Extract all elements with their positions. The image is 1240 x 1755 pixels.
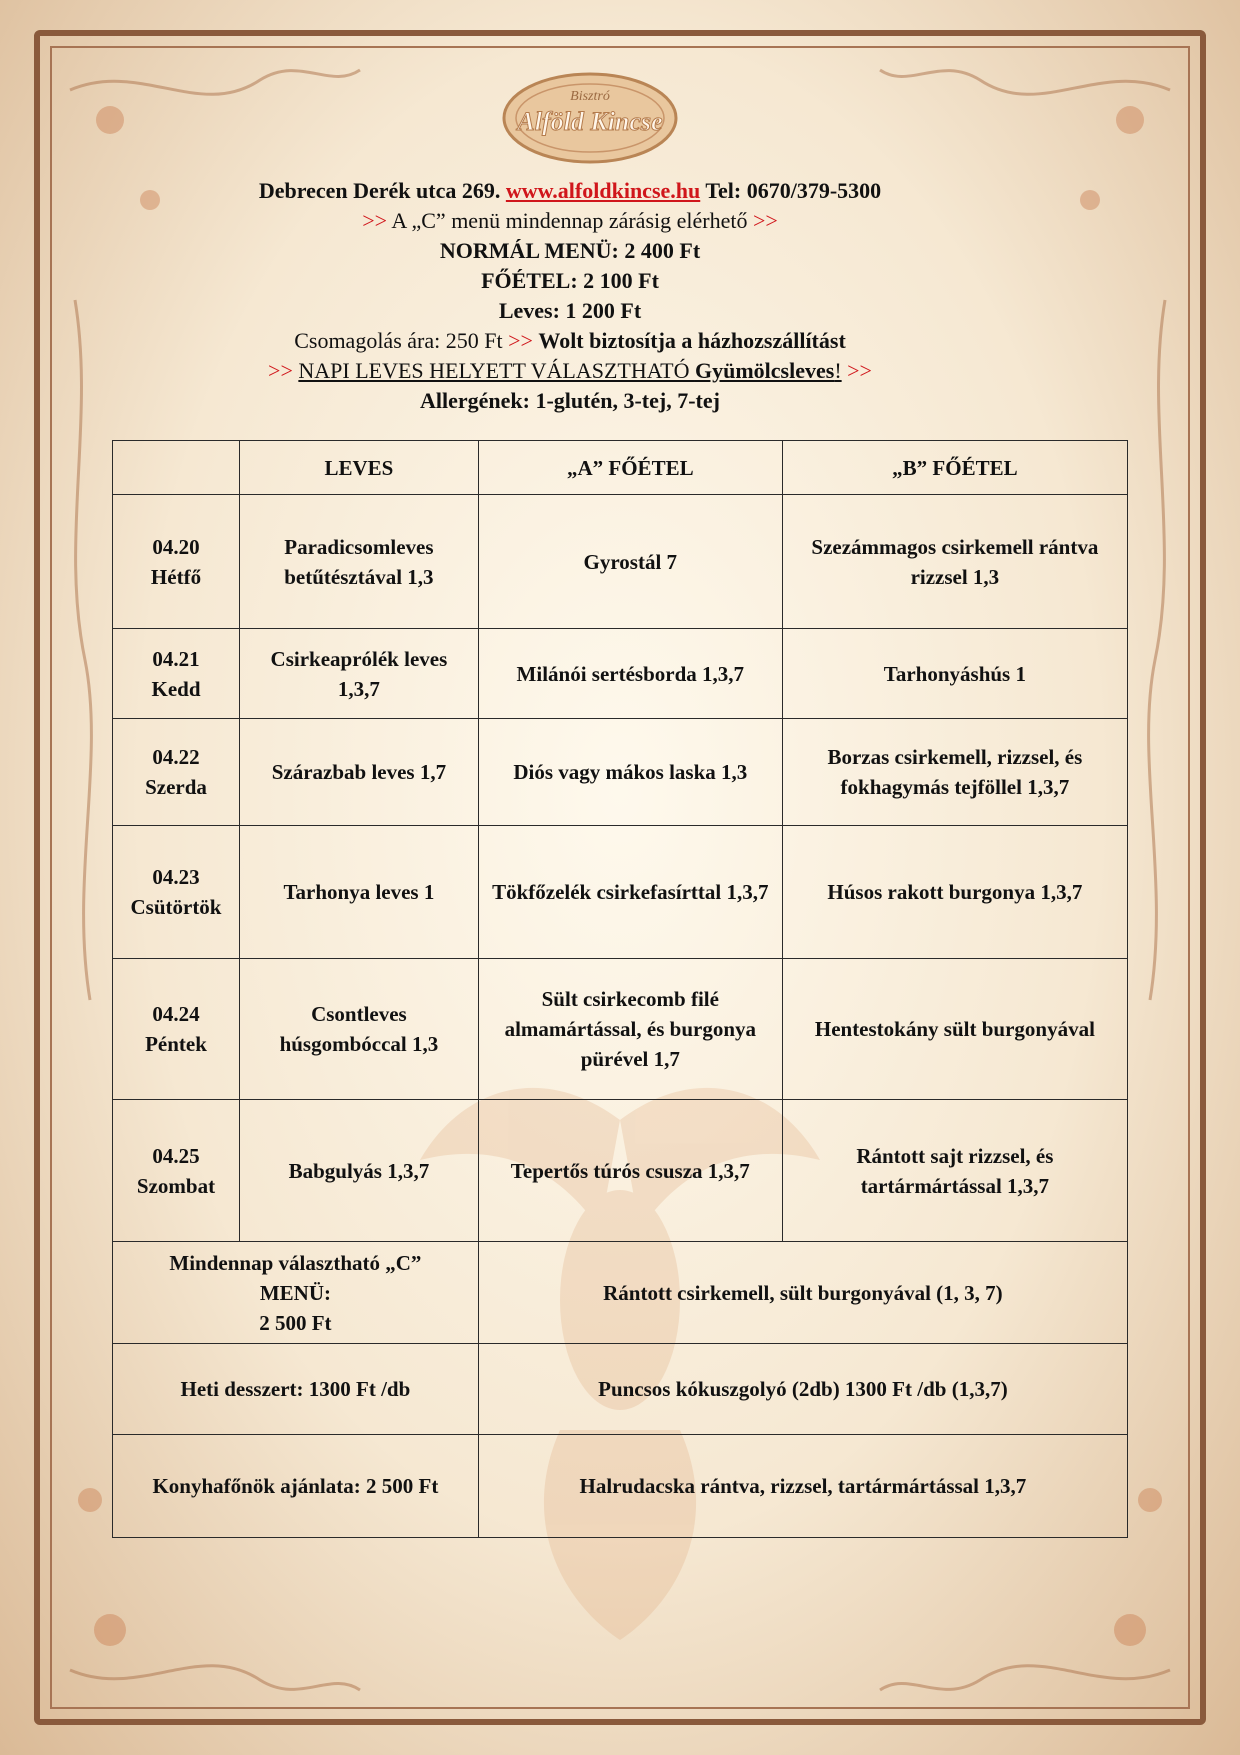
a-main-cell: Tökfőzelék csirkefasírttal 1,3,7 [478,826,782,959]
address: Debrecen Derék utca 269. [258,178,501,203]
header-info [120,176,1020,416]
soup-cell: Csontleves húsgombóccal 1,3 [240,959,479,1100]
c-menu-label-line: MENÜ: [259,1280,331,1305]
chef-label-cell: Konyhafőnök ajánlata: 2 500 Ft [113,1435,479,1538]
soup-cell: Babgulyás 1,3,7 [240,1100,479,1242]
c-menu-note-line [120,206,1020,236]
b-main-cell: Rántott sajt rizzsel, és tartármártással 1,3,7 [782,1100,1127,1242]
soup-cell: Tarhonya leves 1 [240,826,479,959]
b-main-cell: Hentestokány sült burgonyával [782,959,1127,1100]
table-row [113,826,1128,959]
table-row [113,495,1128,629]
weekday: Kedd [151,676,201,701]
weekly-menu-table [112,440,1128,1538]
fruit-soup-prefix: NAPI LEVES HELYETT VÁLASZTHATÓ [298,358,695,383]
weekday: Hétfő [150,564,202,589]
c-menu-price: 2 500 Ft [259,1310,332,1335]
fruit-soup-line [120,356,1020,386]
soup-cell: Csirkeaprólék leves 1,3,7 [240,629,479,719]
date: 04.23 [152,865,200,889]
a-main-cell: Sült csirkecomb filé almamártással, és burgonya pürével 1,7 [478,959,782,1100]
header-cell-empty [113,441,240,495]
packaging-line [120,326,1020,356]
dessert-row [113,1344,1128,1435]
day-cell [113,629,240,719]
dessert-dish-cell: Puncsos kókuszgolyó (2db) 1300 Ft /db (1,3,7) [478,1344,1127,1435]
weekday: Szerda [145,775,207,799]
weekday: Szombat [136,1173,216,1198]
dessert-label-cell: Heti desszert: 1300 Ft /db [113,1344,479,1435]
b-main-cell: Húsos rakott burgonya 1,3,7 [782,826,1127,959]
c-menu-row [113,1242,1128,1344]
c-menu-note: A „C” menü mindennap zárásig elérhető [391,208,748,233]
c-menu-label-line: Mindennap választható „C” [169,1250,422,1275]
normal-menu-price: NORMÁL MENÜ: 2 400 Ft [439,238,701,263]
logo-top-text: Bisztró [570,89,610,104]
date: 04.24 [152,1002,200,1026]
arrow-icon: >> [508,328,533,353]
table-row [113,959,1128,1100]
contact-line [120,176,1020,206]
arrow-icon: >> [362,208,388,233]
table-header-row [113,441,1128,495]
a-main-cell: Tepertős túrós csusza 1,3,7 [478,1100,782,1242]
table-row [113,629,1128,719]
table-row [113,719,1128,826]
c-menu-label-cell [113,1242,479,1344]
website-link[interactable]: www.alfoldkincse.hu [505,178,701,203]
header-cell-b-main: „B” FŐÉTEL [782,441,1127,495]
b-main-cell: Szezámmagos csirkemell rántva rizzsel 1,3 [782,495,1127,629]
main-course-price: FŐÉTEL: 2 100 Ft [481,268,659,293]
day-cell [113,719,240,826]
table-row [113,1100,1128,1242]
chef-dish-cell: Halrudacska rántva, rizzsel, tartármártással 1,3,7 [478,1435,1127,1538]
phone: Tel: 0670/379-5300 [705,178,882,203]
soup-cell: Szárazbab leves 1,7 [240,719,479,826]
a-main-cell: Diós vagy mákos laska 1,3 [478,719,782,826]
b-main-cell: Borzas csirkemell, rizzsel, és fokhagymás tejföllel 1,3,7 [782,719,1127,826]
bistro-logo [500,70,680,166]
c-menu-dish-cell: Rántott csirkemell, sült burgonyával (1, 3, 7) [478,1242,1127,1344]
header-cell-soup: LEVES [240,441,479,495]
day-cell [113,1100,240,1242]
logo-name-text: Alföld Kincse [517,107,663,136]
arrow-icon: >> [847,358,872,383]
chef-row [113,1435,1128,1538]
arrow-icon: >> [752,208,778,233]
arrow-icon: >> [268,358,293,383]
date: 04.22 [152,745,200,769]
day-cell [113,826,240,959]
header-cell-a-main: „A” FŐÉTEL [478,441,782,495]
b-main-cell: Tarhonyáshús 1 [782,629,1127,719]
day-cell [113,495,240,629]
fruit-soup-suffix: ! [834,358,842,383]
wolt-delivery: Wolt biztosítja a házhozszállítást [538,328,846,353]
weekday: Péntek [145,1032,207,1056]
date: 04.21 [152,646,200,671]
a-main-cell: Milánói sertésborda 1,3,7 [478,629,782,719]
weekday: Csütörtök [130,895,222,919]
soup-price: Leves: 1 200 Ft [498,298,642,323]
date: 04.20 [152,534,200,559]
fruit-soup-name: Gyümölcsleves [694,358,835,383]
packaging-price: Csomagolás ára: 250 Ft [294,328,503,353]
day-cell [113,959,240,1100]
date: 04.25 [152,1143,200,1168]
a-main-cell: Gyrostál 7 [478,495,782,629]
allergens: Allergének: 1-glutén, 3-tej, 7-tej [420,388,720,413]
soup-cell: Paradicsomleves betűtésztával 1,3 [240,495,479,629]
